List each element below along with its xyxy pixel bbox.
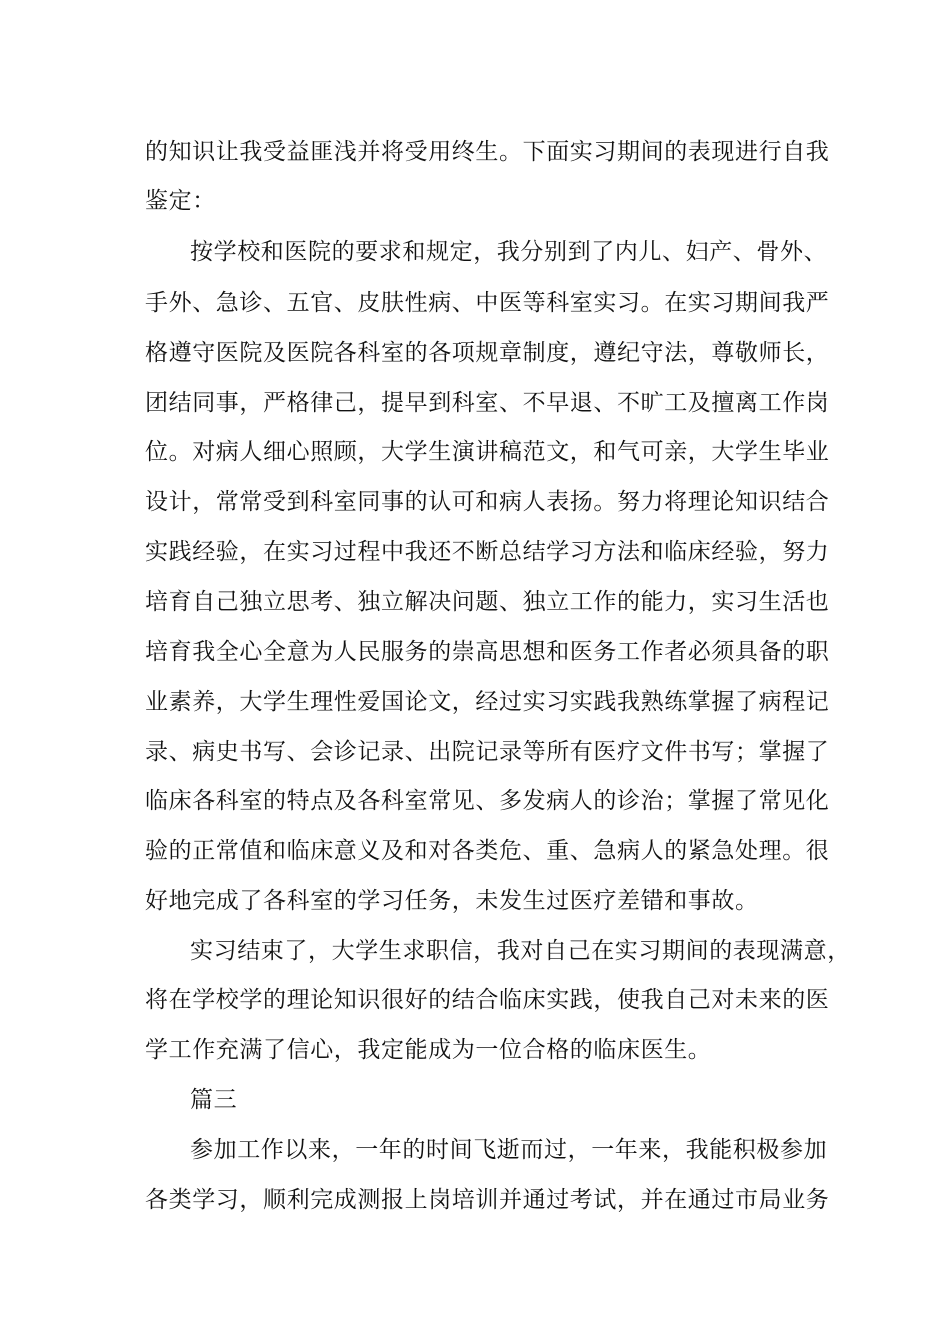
text-line: 的知识让我受益匪浅并将受用终生。下面实习期间的表现进行自我 (145, 139, 830, 165)
text-line: 各类学习，顺利完成测报上岗培训并通过考试，并在通过市局业务 (145, 1187, 830, 1213)
text-line: 实践经验，在实习过程中我还不断总结学习方法和临床经验，努力 (145, 539, 830, 565)
text-line: 临床各科室的特点及各科室常见、多发病人的诊治；掌握了常见化 (145, 788, 830, 814)
text-line: 学工作充满了信心，我定能成为一位合格的临床医生。 (145, 1037, 712, 1063)
text-line: 团结同事，严格律己，提早到科室、不早退、不旷工及擅离工作岗 (145, 390, 830, 416)
text-line: 好地完成了各科室的学习任务，未发生过医疗差错和事故。 (145, 888, 759, 914)
text-line: 位。对病人细心照顾，大学生演讲稿范文，和气可亲，大学生毕业 (145, 439, 830, 465)
text-line: 培育我全心全意为人民服务的崇高思想和医务工作者必须具备的职 (145, 639, 830, 665)
paragraph-start-line: 实习结束了，大学生求职信，我对自己在实习期间的表现满意， (190, 938, 851, 964)
text-line: 业素养，大学生理性爱国论文，经过实习实践我熟练掌握了病程记 (145, 689, 830, 715)
paragraph-start-line: 参加工作以来，一年的时间飞逝而过，一年来，我能积极参加 (190, 1137, 828, 1163)
text-line: 验的正常值和临床意义及和对各类危、重、急病人的紧急处理。很 (145, 838, 830, 864)
text-line: 格遵守医院及医院各科室的各项规章制度，遵纪守法，尊敬师长， (145, 340, 830, 366)
text-line: 录、病史书写、会诊记录、出院记录等所有医疗文件书写；掌握了 (145, 739, 830, 765)
text-line: 培育自己独立思考、独立解决问题、独立工作的能力，实习生活也 (145, 589, 830, 615)
paragraph-start-line: 按学校和医院的要求和规定，我分别到了内儿、妇产、骨外、 (190, 239, 828, 265)
text-line: 将在学校学的理论知识很好的结合临床实践，使我自己对未来的医 (145, 987, 830, 1013)
text-line: 手外、急诊、五官、皮肤性病、中医等科室实习。在实习期间我严 (145, 290, 830, 316)
text-line: 设计，常常受到科室同事的认可和病人表扬。努力将理论知识结合 (145, 489, 830, 515)
text-line: 鉴定： (145, 188, 216, 214)
section-heading: 篇三 (190, 1087, 238, 1113)
